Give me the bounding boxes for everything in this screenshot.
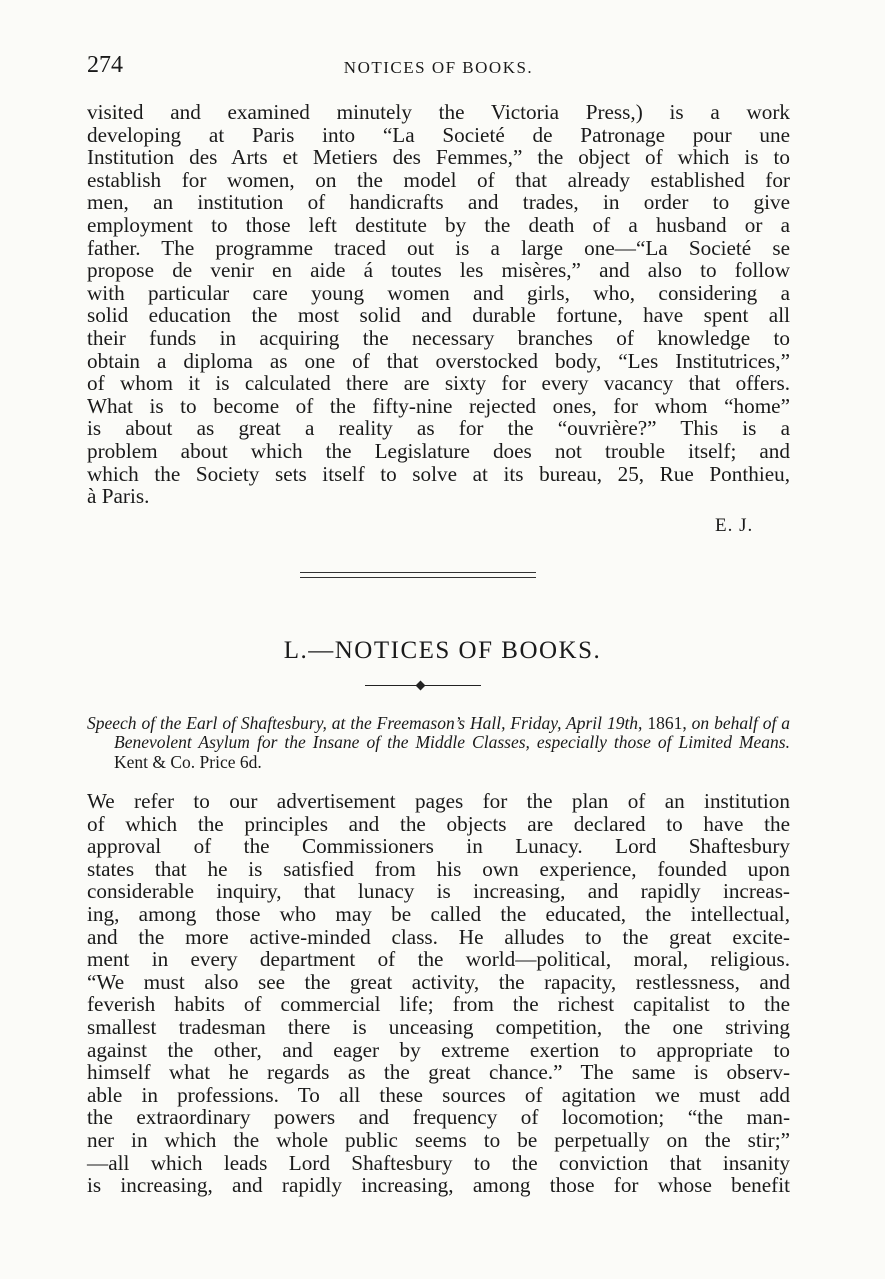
text-line: ing, among those who may be called the educated, the intellectual, — [87, 901, 790, 926]
text-line: obtain a diploma as one of that overstocked body, “Les Institutrices,” — [87, 348, 790, 373]
diamond-icon — [416, 681, 426, 691]
text-line: is about as great a reality as for the “ouvrière?” This is a — [87, 416, 790, 441]
text-line: is increasing, and rapidly increasing, among those for whose benefit — [87, 1173, 790, 1198]
continued-text — [87, 101, 790, 508]
text-line: employment to those left destitute by the death of a husband or a — [87, 212, 790, 237]
text-line: developing at Paris into “La Societé de Patronage pour une — [87, 122, 790, 147]
text-line: father. The programme traced out is a large one—“La Societé se — [87, 235, 790, 260]
text-line: the extraordinary powers and frequency of locomotion; “the man- — [87, 1105, 790, 1130]
text-line: What is to become of the fifty-nine rejected ones, for whom “home” — [87, 393, 790, 418]
text-line: himself what he regards as the great chance.” The same is observ- — [87, 1060, 790, 1085]
ornament-rule — [365, 681, 481, 691]
review-text — [87, 790, 790, 1197]
citation-year: 1861, — [642, 713, 692, 733]
text-line: ner in which the whole public seems to be perpetually on the stir;” — [87, 1127, 790, 1152]
text-line: establish for women, on the model of that already established for — [87, 167, 790, 192]
text-line: feverish habits of commercial life; from the richest capitalist to the — [87, 992, 790, 1017]
text-line: against the other, and eager by extreme exertion to appropriate to — [87, 1037, 790, 1062]
section-heading: L.—NOTICES OF BOOKS. — [283, 637, 602, 664]
citation-subtitle: on behalf of a Benevolent Asylum for the Insane of the Middle Classes, especially those of Limited Means. — [114, 713, 791, 753]
text-line: and the more active-minded class. He alludes to the great excite- — [87, 924, 790, 949]
citation-title: Speech of the Earl of Shaftesbury, at the Freemason’s Hall, Friday, April 19th, — [87, 713, 643, 733]
citation-publisher: Kent & Co. Price 6d. — [114, 751, 262, 772]
page-number: 274 — [87, 52, 123, 78]
text-line: their funds in acquiring the necessary branches of knowledge to — [87, 325, 790, 350]
text-line: ment in every department of the world—political, moral, religious. — [87, 947, 790, 972]
author-initials: E. J. — [715, 515, 754, 536]
text-line: men, an institution of handicrafts and trades, in order to give — [87, 190, 790, 215]
book-citation — [87, 714, 790, 772]
text-line: able in professions. To all these sources of agitation we must add — [87, 1082, 790, 1107]
text-line: of which the principles and the objects are declared to have the — [87, 811, 790, 836]
text-line: à Paris. — [87, 484, 150, 509]
text-line: “We must also see the great activity, the rapacity, restlessness, and — [87, 969, 790, 994]
text-line: We refer to our advertisement pages for the plan of an institution — [87, 789, 790, 813]
text-line: visited and examined minutely the Victoria Press,) is a work — [87, 100, 790, 124]
page-header — [87, 52, 790, 82]
text-line: Institution des Arts et Metiers des Femmes,” the object of which is to — [87, 145, 790, 170]
text-line: propose de venir en aide á toutes les misères,” and also to follow — [87, 258, 790, 283]
text-line: states that he is satisfied from his own experience, founded upon — [87, 856, 790, 881]
running-head: NOTICES OF BOOKS. — [343, 58, 534, 77]
text-line: of whom it is calculated there are sixty for every vacancy that offers. — [87, 371, 790, 396]
text-line: approval of the Commissioners in Lunacy. Lord Shaftesbury — [87, 834, 790, 859]
text-line: solid education the most solid and durable fortune, have spent all — [87, 303, 790, 328]
text-line: which the Society sets itself to solve at its bureau, 25, Rue Ponthieu, — [87, 461, 790, 486]
text-line: problem about which the Legislature does not trouble itself; and — [87, 438, 790, 463]
text-line: smallest tradesman there is unceasing competition, the one striving — [87, 1014, 790, 1039]
text-line: considerable inquiry, that lunacy is increasing, and rapidly increas- — [87, 879, 790, 904]
text-line: with particular care young women and girls, who, considering a — [87, 280, 790, 305]
section-divider — [300, 572, 536, 578]
text-line: —all which leads Lord Shaftesbury to the conviction that insanity — [87, 1150, 790, 1175]
